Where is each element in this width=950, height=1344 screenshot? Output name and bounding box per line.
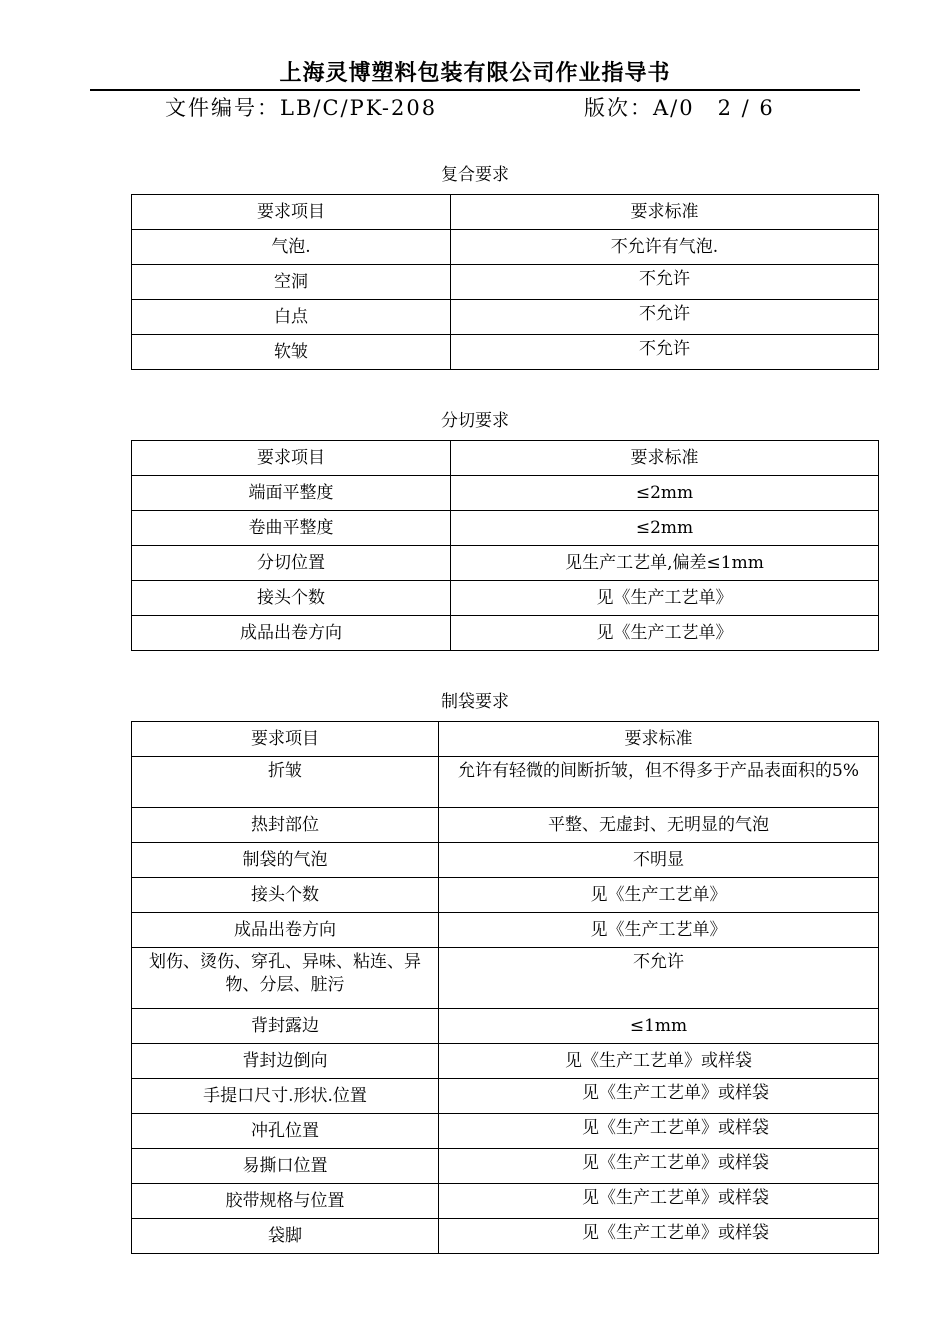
row-item: 接头个数	[132, 878, 439, 913]
doc-number: 文件编号：LB/C/PK-208	[165, 96, 438, 120]
slitting-requirements-table	[131, 440, 879, 651]
row-item: 成品出卷方向	[132, 913, 439, 948]
row-item: 冲孔位置	[132, 1114, 439, 1149]
row-item: 划伤、烫伤、穿孔、异味、粘连、异物、分层、脏污	[132, 948, 439, 1009]
table-row	[132, 616, 879, 651]
row-item: 分切位置	[132, 546, 451, 581]
table-row	[132, 1219, 879, 1254]
column-header-standard: 要求标准	[451, 195, 879, 230]
table-row	[132, 1114, 879, 1149]
column-header-standard: 要求标准	[451, 441, 879, 476]
row-standard: 见《生产工艺单》或样袋	[439, 1114, 879, 1149]
row-standard: 不允许	[451, 335, 879, 370]
column-header-item: 要求项目	[132, 441, 451, 476]
row-standard: 见《生产工艺单》或样袋	[439, 1044, 879, 1079]
row-standard: ≤2mm	[451, 511, 879, 546]
column-header-item: 要求项目	[132, 722, 439, 757]
row-item: 袋脚	[132, 1219, 439, 1254]
row-item: 成品出卷方向	[132, 616, 451, 651]
table-row	[132, 546, 879, 581]
row-item: 接头个数	[132, 581, 451, 616]
table-header-row	[132, 722, 879, 757]
table-row	[132, 948, 879, 1009]
row-standard: 见生产工艺单,偏差≤1mm	[451, 546, 879, 581]
row-standard: 见《生产工艺单》	[439, 878, 879, 913]
row-item: 白点	[132, 300, 451, 335]
row-standard: ≤1mm	[439, 1009, 879, 1044]
row-standard: 不允许有气泡.	[451, 230, 879, 265]
table-row	[132, 1079, 879, 1114]
row-item: 胶带规格与位置	[132, 1184, 439, 1219]
header-rule	[90, 89, 860, 91]
table-row	[132, 757, 879, 808]
bag-making-requirements-table	[131, 721, 879, 1254]
row-standard: 不明显	[439, 843, 879, 878]
table-row	[132, 843, 879, 878]
column-header-standard: 要求标准	[439, 722, 879, 757]
table-row	[132, 878, 879, 913]
row-standard: 见《生产工艺单》	[439, 913, 879, 948]
table-header-row	[132, 195, 879, 230]
row-item: 背封边倒向	[132, 1044, 439, 1079]
table-row	[132, 230, 879, 265]
table-row	[132, 1184, 879, 1219]
row-standard: ≤2mm	[451, 476, 879, 511]
row-standard: 见《生产工艺单》或样袋	[439, 1149, 879, 1184]
row-item: 折皱	[132, 757, 439, 808]
row-item: 卷曲平整度	[132, 511, 451, 546]
table-row	[132, 265, 879, 300]
row-item: 气泡.	[132, 230, 451, 265]
column-header-item: 要求项目	[132, 195, 451, 230]
section-title-lamination: 复合要求	[441, 165, 509, 185]
table-row	[132, 913, 879, 948]
row-item: 背封露边	[132, 1009, 439, 1044]
table-row	[132, 335, 879, 370]
row-item: 空洞	[132, 265, 451, 300]
row-standard: 见《生产工艺单》	[451, 616, 879, 651]
row-standard: 见《生产工艺单》	[451, 581, 879, 616]
table-row	[132, 1009, 879, 1044]
row-item: 热封部位	[132, 808, 439, 843]
table-row	[132, 476, 879, 511]
row-item: 手提口尺寸.形状.位置	[132, 1079, 439, 1114]
row-standard: 允许有轻微的间断折皱，但不得多于产品表面积的5%	[439, 757, 879, 808]
row-standard: 不允许	[451, 265, 879, 300]
lamination-requirements-table	[131, 194, 879, 370]
row-standard: 见《生产工艺单》或样袋	[439, 1184, 879, 1219]
section-title-slitting: 分切要求	[441, 411, 509, 431]
row-item: 端面平整度	[132, 476, 451, 511]
row-item: 制袋的气泡	[132, 843, 439, 878]
page-header-title: 上海灵博塑料包装有限公司作业指导书	[279, 60, 671, 86]
row-standard: 见《生产工艺单》或样袋	[439, 1079, 879, 1114]
table-row	[132, 1149, 879, 1184]
table-row	[132, 581, 879, 616]
section-title-bag-making: 制袋要求	[441, 692, 509, 712]
table-row	[132, 1044, 879, 1079]
doc-version: 版次：A/0 2 / 6	[584, 96, 775, 120]
table-row	[132, 511, 879, 546]
row-standard: 不允许	[451, 300, 879, 335]
table-row	[132, 808, 879, 843]
row-standard: 见《生产工艺单》或样袋	[439, 1219, 879, 1254]
row-standard: 平整、无虚封、无明显的气泡	[439, 808, 879, 843]
row-item: 软皱	[132, 335, 451, 370]
row-item: 易撕口位置	[132, 1149, 439, 1184]
table-header-row	[132, 441, 879, 476]
table-row	[132, 300, 879, 335]
row-standard: 不允许	[439, 948, 879, 1009]
